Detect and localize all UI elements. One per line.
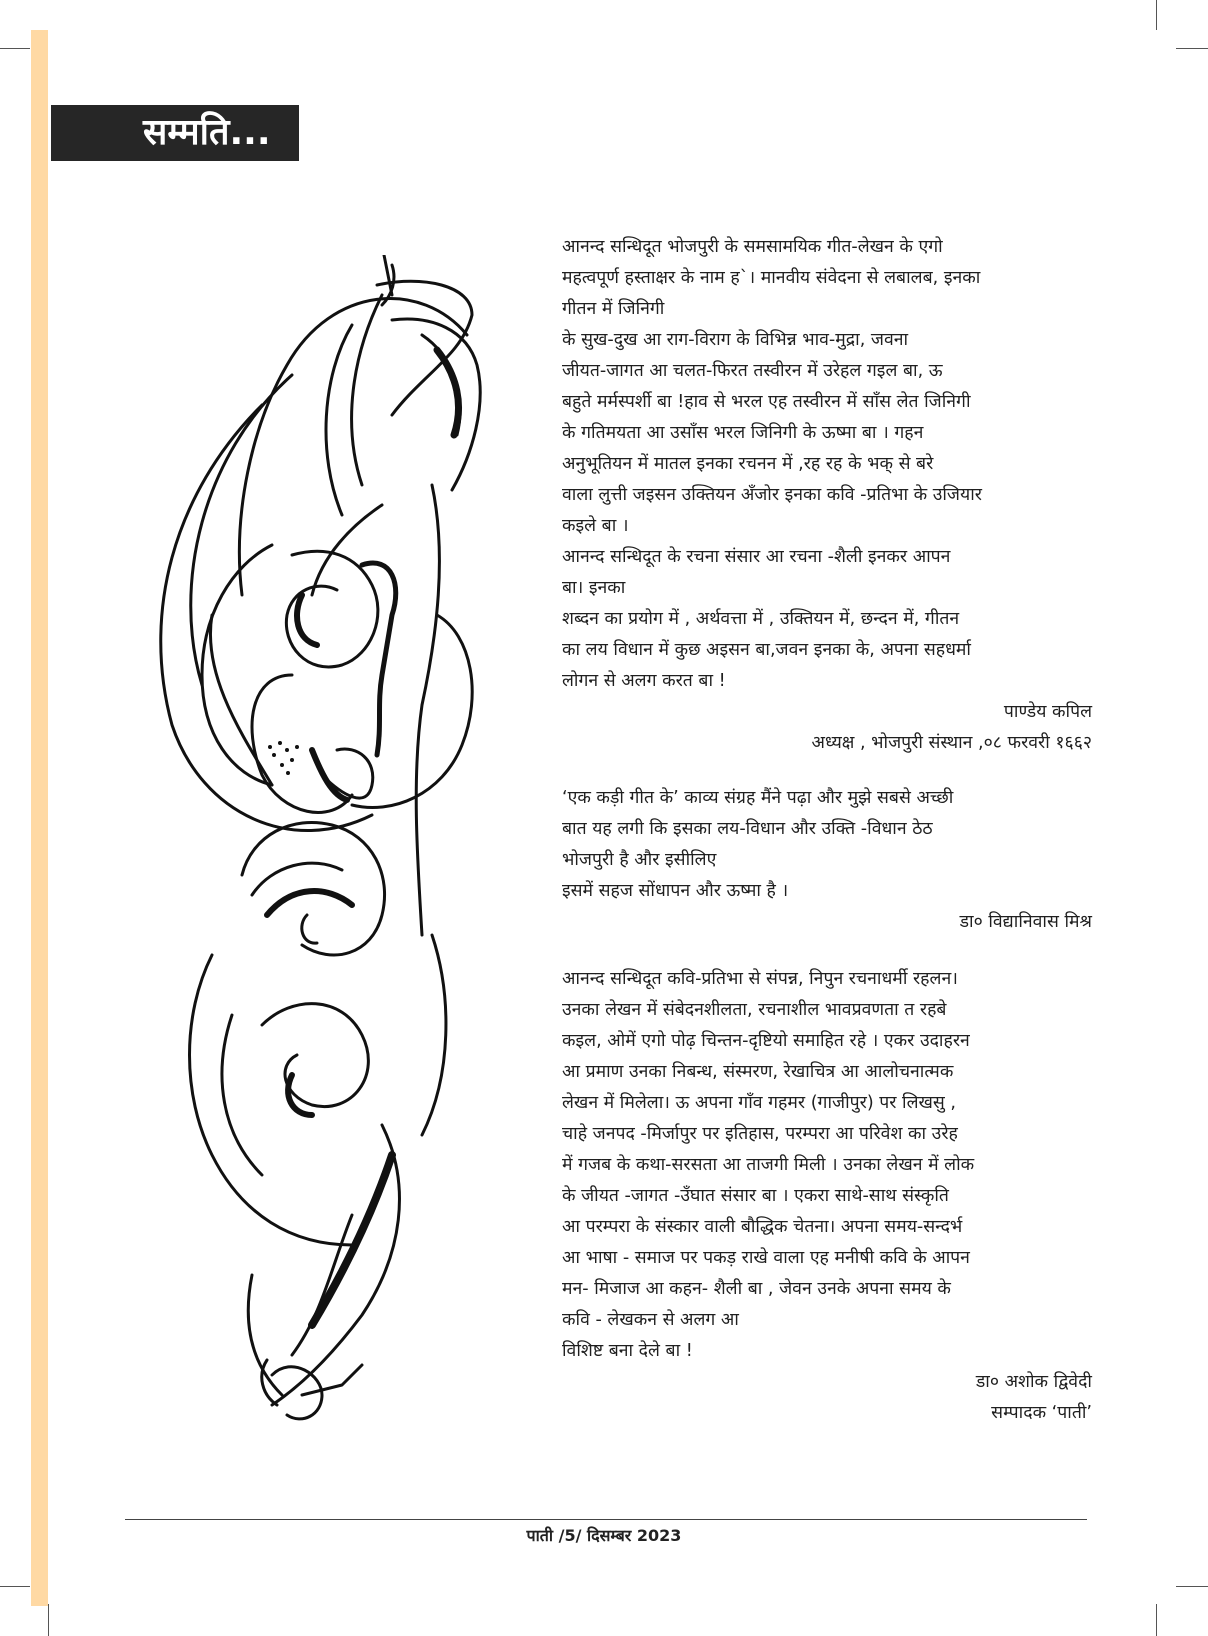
testimonial-2: [562, 783, 1092, 938]
text-line: जीयत-जागत आ चलत-फिरत तस्वीरन में उरेहल गइल बा, ऊ: [562, 361, 943, 381]
text-line: वाला लुत्ती जइसन उक्तियन अँजोर इनका कवि -प्रतिभा के उजियार: [562, 485, 982, 505]
author-designation: सम्पादक ‘पाती’: [991, 1403, 1092, 1423]
testimonial-1: [562, 232, 1092, 759]
crop-mark: [48, 1604, 49, 1636]
text-line: आ भाषा - समाज पर पकड़ राखे वाला एह मनीषी कवि के आपन: [562, 1248, 970, 1268]
text-line: इसमें सहज सोंधापन और ऊष्मा है ।: [562, 881, 789, 901]
author-name: डा० अशोक द्विवेदी: [975, 1372, 1092, 1392]
crop-mark: [0, 1586, 30, 1587]
text-line: आनन्द सन्धिदूत के रचना संसार आ रचना -शैली इनकर आपन: [562, 547, 951, 567]
text-line: चाहे जनपद -मिर्जापुर पर इतिहास, परम्परा आ परिवेश का उरेह: [562, 1124, 958, 1144]
line-art-illustration: [92, 255, 542, 1495]
testimonials-column: [562, 232, 1092, 1429]
text-line: लोगन से अलग करत बा !: [562, 671, 726, 691]
page-edge-bar: [31, 30, 48, 1606]
page-footer: पाती /5/ दिसम्बर 2023: [526, 1526, 682, 1545]
text-line: भोजपुरी है और इसीलिए: [562, 850, 717, 870]
text-line: विशिष्ट बना देले बा !: [562, 1341, 693, 1361]
text-line: अनुभूतियन में मातल इनका रचनन में ,रह रह के भक् से बरे: [562, 454, 934, 474]
crop-mark: [0, 48, 30, 49]
text-line: कवि - लेखकन से अलग आ: [562, 1310, 739, 1330]
text-line: का लय विधान में कुछ अइसन बा,जवन इनका के, अपना सहधर्मा: [562, 640, 971, 660]
text-line: उनका लेखन में संबेदनशीलता, रचनाशील भावप्रवणता त रहबे: [562, 1000, 947, 1020]
text-line: लेखन में मिलेला। ऊ अपना गाँव गहमर (गाजीपुर) पर लिखसु ,: [562, 1093, 957, 1113]
text-line: गीतन में जिनिगी: [562, 299, 665, 319]
text-line: बहुते मर्मस्पर्शी बा !हाव से भरल एह तस्वीरन में साँस लेत जिनिगी: [562, 392, 971, 412]
text-line: के सुख-दुख आ राग-विराग के विभिन्न भाव-मुद्रा, जवना: [562, 330, 909, 350]
crop-mark: [1156, 1604, 1157, 1636]
text-line: में गजब के कथा-सरसता आ ताजगी मिली । उनका लेखन में लोक: [562, 1155, 975, 1175]
crop-mark: [1156, 0, 1157, 30]
crop-mark: [1176, 48, 1208, 49]
text-line: आ परम्परा के संस्कार वाली बौद्धिक चेतना। अपना समय-सन्दर्भ: [562, 1217, 963, 1237]
text-line: मन- मिजाज आ कहन- शैली बा , जेवन उनके अपना समय के: [562, 1279, 951, 1299]
testimonial-3: [562, 964, 1092, 1429]
text-line: के गतिमयता आ उसाँस भरल जिनिगी के ऊष्मा बा । गहन: [562, 423, 924, 443]
text-line: के जीयत -जागत -उँघात संसार बा । एकरा साथे-साथ संस्कृति: [562, 1186, 949, 1206]
text-line: आनन्द सन्धिदूत भोजपुरी के समसामयिक गीत-लेखन के एगो: [562, 237, 943, 257]
author-name: पाण्डेय कपिल: [1003, 702, 1092, 722]
text-line: महत्वपूर्ण हस्ताक्षर के नाम ह`। मानवीय संवेदना से लबालब, इनका: [562, 268, 981, 288]
author-designation: अध्यक्ष , भोजपुरी संस्थान ,०८ फरवरी १६६२: [811, 733, 1092, 753]
text-line: कइल, ओमें एगो पोढ़ चिन्तन-दृष्टियो समाहित रहे । एकर उदाहरन: [562, 1031, 970, 1051]
text-line: बा। इनका: [562, 578, 626, 598]
crop-mark: [1176, 1586, 1208, 1587]
footer-divider: [125, 1519, 1087, 1520]
text-line: आ प्रमाण उनका निबन्ध, संस्मरण, रेखाचित्र आ आलोचनात्मक: [562, 1062, 954, 1082]
text-line: शब्दन का प्रयोग में , अर्थवत्ता में , उक्तियन में, छन्दन में, गीतन: [562, 609, 960, 629]
text-line: ‘एक कड़ी गीत के’ काव्य संग्रह मैंने पढ़ा और मुझे सबसे अच्छी: [562, 788, 954, 808]
text-line: आनन्द सन्धिदूत कवि-प्रतिभा से संपन्न, निपुन रचनाधर्मी रहलन।: [562, 969, 958, 989]
author-name: डा० विद्यानिवास मिश्र: [959, 912, 1092, 932]
section-title: [51, 105, 299, 161]
text-line: कइले बा ।: [562, 516, 629, 536]
section-title-text: सम्मति...: [143, 112, 271, 153]
text-line: बात यह लगी कि इसका लय-विधान और उक्ति -विधान ठेठ: [562, 819, 933, 839]
